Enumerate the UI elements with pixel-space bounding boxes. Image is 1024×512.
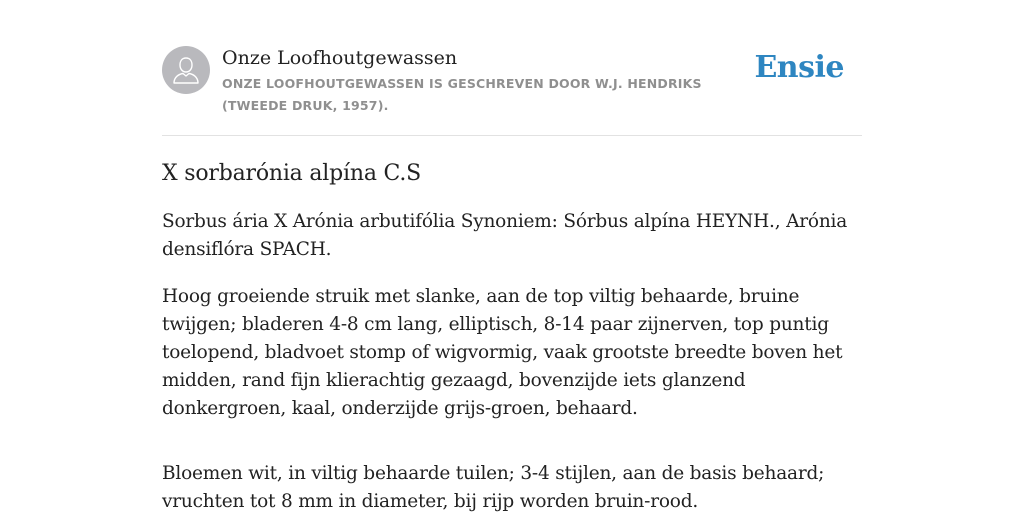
source-header xyxy=(162,46,862,136)
source-description: ONZE LOOFHOUTGEWASSEN IS GESCHREVEN DOOR W.J. HENDRIKS (TWEEDE DRUK, 1957). xyxy=(222,76,702,113)
entry-paragraph-synonyms: Sorbus ária X Arónia arbutifólia Synoniem: Sórbus alpína HEYNH., Arónia densiflóra SPACH. xyxy=(162,211,848,260)
entry-content xyxy=(162,158,866,512)
divider xyxy=(162,135,862,136)
source-title[interactable]: Onze Loofhoutgewassen xyxy=(222,47,458,69)
entry-paragraph-flowers: Bloemen wit, in viltig behaarde tuilen; 3-4 stijlen, aan de basis behaard; vruchten tot 8 mm in diameter, bij rijp worden bruin-rood. xyxy=(162,463,825,512)
avatar[interactable] xyxy=(162,46,210,94)
entry-title: X sorbarónia alpína C.S xyxy=(162,161,422,186)
user-silhouette-icon xyxy=(162,46,210,94)
entry-paragraph-description: Hoog groeiende struik met slanke, aan de top viltig behaarde, bruine twijgen; bladeren 4-8 cm lang, elliptisch, 8-14 paar zijnerven, top puntig toelopend, bladvoet stomp of wigvormig, vaak grootste breedte boven het midden, rand fijn klierachtig gezaagd, bovenzijde iets glanzend donkergroen, kaal, onderzijde grijs-groen, behaard. xyxy=(162,286,843,419)
brand-logo[interactable]: Ensie xyxy=(754,50,844,85)
